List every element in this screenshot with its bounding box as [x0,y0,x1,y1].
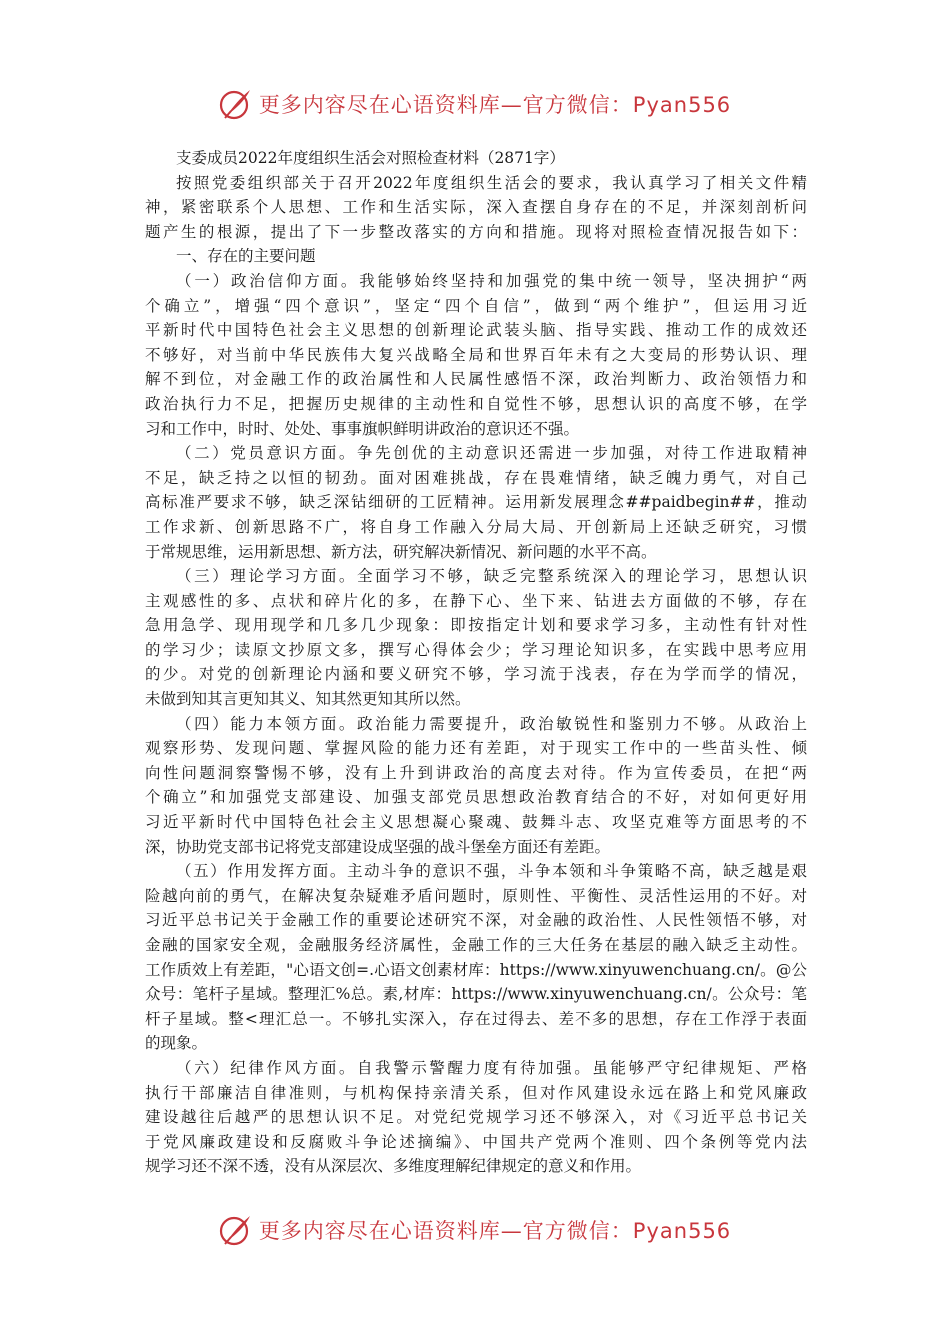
text-line: 习近平总书记关于金融工作的重要论述研究不深，对金融的政治性、人民性领悟不够，对 [145,911,807,930]
text-line: 观察形势、发现问题、掌握风险的能力还有差距，对于现实工作中的一些苗头性、倾 [145,739,807,758]
quill-pen-circle-icon [219,87,253,121]
text-line: 深，协助党支部书记将党支部建设成坚强的战斗堡垒方面还有差距。 [145,837,611,856]
text-line: （三）理论学习方面。全面学习不够，缺乏完整系统深入的理论学习，思想认识 [176,567,807,586]
text-line: 于党风廉政建设和反腐败斗争论述摘编》、中国共产党两个准则、四个条例等党内法 [145,1132,807,1151]
text-line: 不足，缺乏持之以恒的韧劲。面对困难挑战，存在畏难情绪，缺乏魄力勇气，对自己 [145,468,807,487]
text-line: 按照党委组织部关于召开2022年度组织生活会的要求，我认真学习了相关文件精 [176,173,807,192]
text-line: 解不到位，对金融工作的政治属性和人民属性感悟不深，政治判断力、政治领悟力和 [145,370,807,389]
text-line: 向性问题洞察警惕不够，没有上升到讲政治的高度去对待。作为宣传委员，在把“两 [145,763,807,782]
banner-text: 更多内容尽在心语资料库—官方微信：Pyan556 [258,1219,732,1243]
text-line: 的少。对党的创新理论内涵和要义研究不够，学习流于浅表，存在为学而学的情况， [145,665,807,684]
text-line: （四）能力本领方面。政治能力需要提升，政治敏锐性和鉴别力不够。从政治上 [176,714,807,733]
text-line: 习和工作中，时时、处处、事事旗帜鲜明讲政治的意识还不强。 [145,419,580,438]
text-line: 金融的国家安全观，金融服务经济属性，金融工作的三大任务在基层的融入缺乏主动性。 [145,936,807,954]
text-line: （二）党员意识方面。争先创优的主动意识还需进一步加强，对待工作进取精神 [176,444,807,463]
text-line: 未做到知其言更知其义、知其然更知其所以然。 [145,690,471,709]
text-line: 执行干部廉洁自律准则，与机构保持亲清关系，但对作风建设永远在路上和党风廉政 [145,1083,807,1102]
text-line: 习近平新时代中国特色社会主义思想凝心聚魂、鼓舞斗志、攻坚克难等方面思考的不 [145,813,807,832]
text-line: 不够好，对当前中华民族伟大复兴战略全局和世界百年未有之大变局的形势认识、理 [145,345,807,364]
text-line: 险越向前的勇气，在解决复杂疑难矛盾问题时，原则性、平衡性、灵活性运用的不好。对 [145,886,807,905]
text-line: 一、存在的主要问题 [176,247,316,266]
text-line: （六）纪律作风方面。自我警示警醒力度有待加强。虽能够严守纪律规矩、严格 [176,1058,807,1077]
text-line: 平新时代中国特色社会主义思想的创新理论武装头脑、指导实践、推动工作的成效还 [145,321,807,340]
text-line: 神，紧密联系个人思想、工作和生活实际，深入查摆自身存在的不足，并深刻剖析问 [145,198,807,217]
text-line: 于常规思维，运用新思想、新方法，研究解决新情况、新问题的水平不高。 [145,542,657,561]
text-line: （五）作用发挥方面。主动斗争的意识不强，斗争本领和斗争策略不高，缺乏越是艰 [176,862,807,881]
text-line: 众号：笔杆子星域。整理汇%总。素,材库：https://www.xinyuwenchuang.cn/。公众号：笔 [145,985,807,1004]
text-line: 主观感性的多、点状和碎片化的多，在静下心、坐下来、钻进去方面做的不够，存在 [145,591,807,610]
text-line: 的现象。 [145,1034,208,1053]
banner-text: 更多内容尽在心语资料库—官方微信：Pyan556 [258,93,732,117]
header-watermark-banner [0,84,950,124]
footer-watermark-banner [0,1210,950,1250]
document-body [145,146,807,1179]
text-line: 题产生的根源，提出了下一步整改落实的方向和措施。现将对照检查情况报告如下： [145,222,807,241]
text-line: 个确立”，增强“四个意识”，坚定“四个自信”，做到“两个维护”，但运用习近 [145,296,807,315]
text-line: 的学习少；读原文抄原文多，撰写心得体会少；学习理论知识多，在实践中思考应用 [145,640,807,659]
quill-pen-circle-icon [219,1213,253,1247]
text-line: 规学习还不深不透，没有从深层次、多维度理解纪律规定的意义和作用。 [145,1157,642,1176]
text-line: 工作质效上有差距，"心语文创=.心语文创素材库：https://www.xinyuwenchuang.cn/。@公 [145,960,807,979]
text-line: 急用急学、现用现学和几多几少现象：即按指定计划和要求学习多，主动性有针对性 [145,616,807,635]
text-line: 个确立”和加强党支部建设、加强支部党员思想政治教育结合的不好，对如何更好用 [145,788,807,807]
text-line: （一）政治信仰方面。我能够始终坚持和加强党的集中统一领导，坚决拥护“两 [176,271,807,290]
text-line: 高标准严要求不够，缺乏深钻细研的工匠精神。运用新发展理念##paidbegin##，推动 [145,493,807,512]
text-line: 工作求新、创新思路不广，将自身工作融入分局大局、开创新局上还缺乏研究，习惯 [145,517,807,536]
document-title: 支委成员2022年度组织生活会对照检查材料（2871字） [176,149,565,167]
text-line: 政治执行力不足，把握历史规律的主动性和自觉性不够，思想认识的高度不够，在学 [145,394,807,413]
text-line: 杆子星域。整<理汇总一。不够扎实深入，存在过得去、差不多的思想，存在工作浮于表面 [145,1009,807,1028]
text-line: 建设越往后越严的思想认识不足。对党纪党规学习还不够深入，对《习近平总书记关 [145,1108,807,1127]
